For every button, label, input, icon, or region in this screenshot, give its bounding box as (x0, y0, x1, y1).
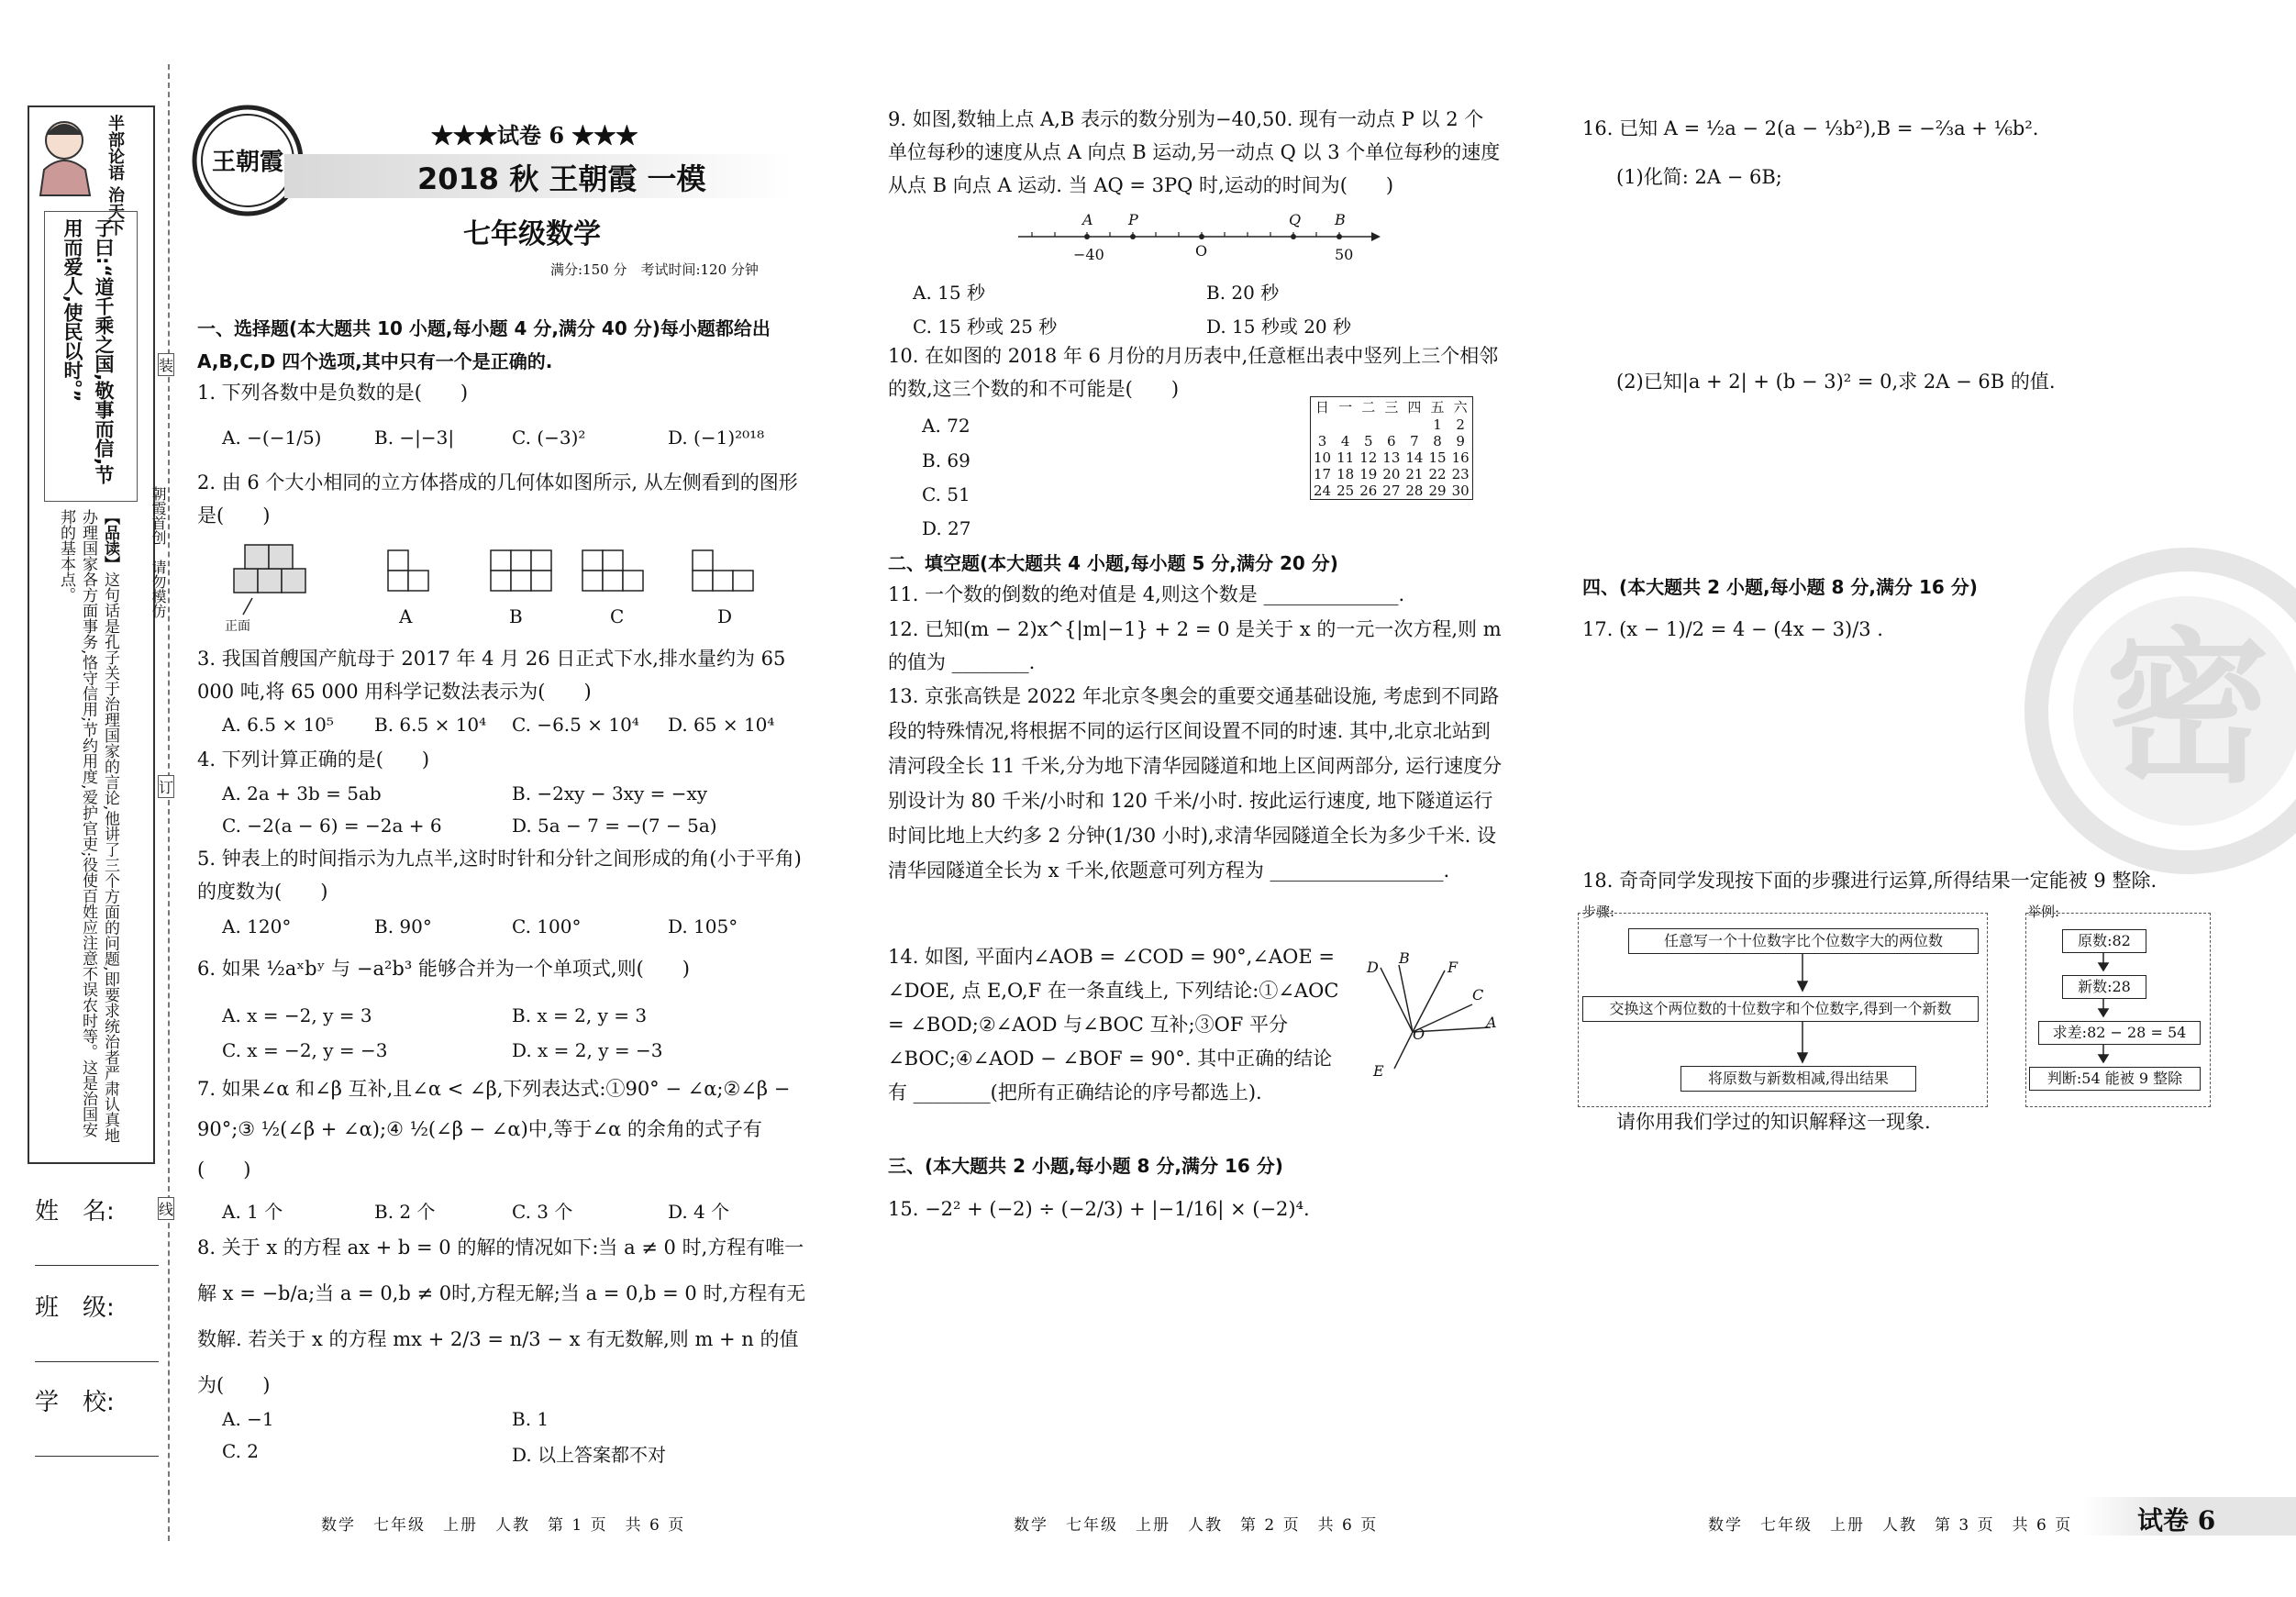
school-label: 学 校: (35, 1389, 115, 1416)
q17: 17. (x − 1)/2 = 4 − (4x − 3)/3 . (1582, 618, 1883, 640)
fig-label-c: C (1472, 986, 1484, 1004)
cal-cell: 21 (1405, 466, 1424, 482)
axis-label-o: O (1195, 242, 1208, 260)
fig-label-b: B (1399, 949, 1410, 967)
sidebar-cartoon (35, 115, 99, 197)
cal-cell (1334, 416, 1357, 433)
q3-opt-d[interactable]: D. 65 × 10⁴ (668, 714, 775, 736)
axis-label-p: P (1128, 211, 1138, 228)
cal-cell: 26 (1359, 482, 1378, 499)
q7-opt-a[interactable]: A. 1 个 (222, 1201, 283, 1223)
q3-opt-b[interactable]: B. 6.5 × 10⁴ (374, 714, 487, 736)
fig-label-f: F (1447, 959, 1459, 976)
q10-calendar (1310, 396, 1473, 500)
sidebar-reading (55, 509, 121, 1151)
cal-cell: 27 (1382, 482, 1401, 499)
q8-opt-c[interactable]: C. 2 (222, 1440, 260, 1462)
cal-cell (1380, 416, 1403, 433)
cal-cell: 29 (1428, 482, 1447, 499)
class-field[interactable] (35, 1289, 159, 1362)
q7-opt-c[interactable]: C. 3 个 (512, 1201, 573, 1223)
banner-line-1: 半部论语 (105, 115, 125, 181)
name-label: 姓 名: (35, 1198, 115, 1225)
axis-value-50: 50 (1335, 246, 1354, 263)
footer-page-3: 数学 七年级 上册 人教 第 3 页 共 6 页 (1708, 1516, 2073, 1535)
class-label: 班 级: (35, 1294, 115, 1322)
q1-opt-a[interactable]: A. −(−1/5) (222, 427, 322, 449)
q2-front-label: 正面 (225, 619, 250, 634)
q2-opt-a[interactable]: A (399, 605, 413, 627)
cal-cell: 7 (1410, 433, 1419, 449)
logo-text: 王朝霞 (211, 149, 284, 176)
cal-cell: 15 (1428, 449, 1447, 466)
cal-cell: 30 (1451, 482, 1470, 499)
cal-cell: 18 (1337, 466, 1355, 482)
q18: 18. 奇奇同学发现按下面的步骤进行运算,所得结果一定能被 9 整除. (1582, 870, 2157, 892)
cal-cell (1403, 416, 1425, 433)
reading-text: 这句话是孔子关于治理国家的言论,他讲了三个方面的问题,即要求统治者严肃认真地办理国家各方面事务,恪守信用;节约用度,爱护官吏;役使百姓应注意不误农时等。这是治国安邦的基本点。 (57, 509, 119, 1143)
cal-cell (1311, 416, 1335, 433)
q1-opt-b[interactable]: B. −|−3| (374, 427, 455, 449)
q1-opt-d[interactable]: D. (−1)²⁰¹⁸ (668, 427, 765, 449)
q4-opt-d[interactable]: D. 5a − 7 = −(7 − 5a) (512, 815, 717, 837)
q6-opt-d[interactable]: D. x = 2, y = −3 (512, 1039, 663, 1061)
calendar-row (1311, 433, 1473, 449)
q6-opt-c[interactable]: C. x = −2, y = −3 (222, 1039, 388, 1061)
binding-mark-3: 线 (158, 1197, 174, 1220)
example-label: 举例: (2027, 904, 2060, 920)
q11: 11. 一个数的倒数的绝对值是 4,则这个数是 ______________. (888, 583, 1405, 605)
q3-opt-c[interactable]: C. −6.5 × 10⁴ (512, 714, 639, 736)
q15: 15. −2² + (−2) ÷ (−2/3) + |−1/16| × (−2)⁴. (888, 1198, 1310, 1220)
cal-cell: 14 (1405, 449, 1424, 466)
q4-opt-c[interactable]: C. −2(a − 6) = −2a + 6 (222, 815, 442, 837)
example-3-box: 求差:82 − 28 = 54 (2038, 1021, 2201, 1045)
q18-tail: 请你用我们学过的知识解释这一现象. (1616, 1111, 1931, 1133)
q3-stem: 3. 我国首艘国产航母于 2017 年 4 月 26 日正式下水,排水量约为 65 000 吨,将 65 000 用科学记数法表示为( ) (197, 648, 786, 703)
q16-part1: (1)化简: 2A − 6B; (1616, 166, 1782, 188)
q8-opt-d[interactable]: D. 以上答案都不对 (512, 1444, 667, 1466)
cal-cell: 11 (1337, 449, 1355, 466)
q8-stem: 8. 关于 x 的方程 ax + b = 0 的解的情况如下:当 a ≠ 0 时,方程有唯一解 x = −b/a;当 a = 0,b ≠ 0时,方程无解;当 a = 0,b = 0 时,方程有无数解. 若关于 x 的方程 mx + 2/3 = n/3 − x 有无数解,则 m + n 的值为( ) (197, 1237, 806, 1396)
cal-cell: 9 (1456, 433, 1465, 449)
cal-cell: 1 (1433, 416, 1442, 433)
section4-heading: 四、(本大题共 2 小题,每小题 8 分,满分 16 分) (1582, 576, 1978, 598)
cal-cell: 16 (1451, 449, 1470, 466)
q8-opt-b[interactable]: B. 1 (512, 1408, 549, 1430)
q2-opt-b[interactable]: B (509, 605, 523, 627)
q16-part2: (2)已知|a + 2| + (b − 3)² = 0,求 2A − 6B 的值. (1616, 371, 2056, 393)
q12: 12. 已知(m − 2)x^{|m|−1} + 2 = 0 是关于 x 的一元一次方程,则 m 的值为 ________. (888, 618, 1502, 673)
cal-head: 二 (1361, 399, 1376, 416)
calendar-row (1311, 449, 1473, 466)
cal-cell: 8 (1433, 433, 1442, 449)
q9-stem: 9. 如图,数轴上点 A,B 表示的数分别为−40,50. 现有一动点 P 以 2 个单位每秒的速度从点 A 向点 B 运动,另一动点 Q 以 3 个单位每秒的速度从点 B 向点 A 运动. 当 AQ = 3PQ 时,运动的时间为( ) (888, 108, 1501, 196)
cal-cell: 19 (1359, 466, 1378, 482)
banner-line-2: 治天下 (105, 186, 125, 237)
steps-label: 步骤: (1582, 904, 1615, 920)
cal-head: 一 (1338, 399, 1353, 416)
cal-cell: 24 (1314, 482, 1332, 499)
q9-opt-a[interactable]: A. 15 秒 (913, 282, 985, 304)
footer-page-1: 数学 七年级 上册 人教 第 1 页 共 6 页 (321, 1516, 686, 1535)
q4-opt-a[interactable]: A. 2a + 3b = 5ab (222, 782, 382, 804)
example-4-box: 判断:54 能被 9 整除 (2029, 1067, 2201, 1091)
cal-cell: 6 (1387, 433, 1396, 449)
cal-cell: 3 (1317, 433, 1327, 449)
sidebar-quote: 子曰:“道千乘之国,敬事而信,节用而爱人,使民以时。” (61, 218, 115, 485)
cartoon-figure-icon (35, 115, 99, 197)
q5-opt-d[interactable]: D. 105° (668, 915, 738, 937)
q14: 14. 如图, 平面内∠AOB = ∠COD = 90°,∠AOE = ∠DOE, 点 E,O,F 在一条直线上, 下列结论:①∠AOC = ∠BOD;②∠AOD 与∠BOC 互补;③OF 平分∠BOC;④∠AOD − ∠BOF = 90°. 其中正确的结论有 ________(把所有正确结论的序号都选上). (888, 946, 1339, 1103)
cal-cell: 5 (1363, 433, 1373, 449)
axis-label-q: Q (1289, 211, 1302, 228)
name-field[interactable] (35, 1192, 159, 1266)
cal-cell: 25 (1337, 482, 1355, 499)
calendar-row (1311, 482, 1473, 500)
q7-opt-d[interactable]: D. 4 个 (668, 1201, 730, 1223)
q16: 16. 已知 A = ½a − 2(a − ⅓b²),B = −⅔a + ⅙b². (1582, 117, 2039, 139)
q2-opt-c[interactable]: C (610, 605, 625, 627)
q6-opt-b[interactable]: B. x = 2, y = 3 (512, 1004, 648, 1026)
q9-opt-b[interactable]: B. 20 秒 (1206, 282, 1280, 304)
watermark-seal (2023, 546, 2296, 876)
q7-stem: 7. 如果∠α 和∠β 互补,且∠α < ∠β,下列表达式:①90° − ∠α;②∠β − 90°;③ ½(∠β + ∠α);④ ½(∠β − ∠α)中,等于∠α 的余角的式子有( ) (197, 1078, 791, 1181)
exam-subject: 七年级数学 (463, 218, 601, 250)
fig-label-a: A (1486, 1014, 1497, 1031)
q10-opt-c[interactable]: C. 51 (922, 483, 971, 505)
cal-cell: 12 (1359, 449, 1378, 466)
sidebar-quote-box (44, 211, 138, 502)
cal-head: 四 (1407, 399, 1422, 416)
section1-heading: 一、选择题(本大题共 10 小题,每小题 4 分,满分 40 分)每小题都给出 A,B,C,D 四个选项,其中只有一个是正确的. (197, 317, 771, 372)
calendar-row (1311, 416, 1473, 433)
q13: 13. 京张高铁是 2022 年北京冬奥会的重要交通基础设施, 考虑到不同路段的特殊情况,将根据不同的运行区间设置不同的时速. 其中,北京北站到清河段全长 11 千米,分为地下清华园隧道和地上区间两部分, 运行速度分别设计为 80 千米/小时和 120 千米/小时. 按此运行速度, 地下隧道运行时间比地上大约多 2 分钟(1/30 小时),求清华园隧道全长为多少千米. 设清华园隧道全长为 x 千米,依题意可列方程为 __________________. (888, 685, 1503, 882)
axis-label-a: A (1082, 211, 1093, 228)
q9-opt-d[interactable]: D. 15 秒或 20 秒 (1206, 316, 1352, 338)
q9-opt-c[interactable]: C. 15 秒或 25 秒 (913, 316, 1058, 338)
q10-opt-d[interactable]: D. 27 (922, 517, 971, 539)
step-1-box: 任意写一个十位数字比个位数字大的两位数 (1628, 928, 1979, 954)
fig-label-d: D (1367, 959, 1379, 976)
section2-heading: 二、填空题(本大题共 4 小题,每小题 5 分,满分 20 分) (888, 552, 1338, 574)
q4-opt-b[interactable]: B. −2xy − 3xy = −xy (512, 782, 708, 804)
cal-cell: 2 (1456, 416, 1465, 433)
q1-opt-c[interactable]: C. (−3)² (512, 427, 586, 449)
school-field[interactable] (35, 1383, 159, 1457)
cal-head: 三 (1384, 399, 1399, 416)
cal-cell: 13 (1382, 449, 1401, 466)
exam-title: 2018 秋 王朝霞 一模 (417, 161, 706, 196)
q6-stem: 6. 如果 ½aˣbʸ 与 −a²b³ 能够合并为一个单项式,则( ) (197, 958, 690, 980)
cal-cell: 28 (1405, 482, 1424, 499)
q8-opt-a[interactable]: A. −1 (222, 1408, 274, 1430)
example-2-box: 新数:28 (2062, 975, 2146, 999)
cal-cell: 4 (1340, 433, 1350, 449)
cal-head: 六 (1453, 399, 1468, 416)
cal-cell: 17 (1314, 466, 1332, 482)
calendar-row (1311, 466, 1473, 482)
q3-opt-a[interactable]: A. 6.5 × 10⁵ (222, 714, 334, 736)
reading-title: 【品读】 (101, 509, 119, 571)
cal-cell: 22 (1428, 466, 1447, 482)
q5-opt-c[interactable]: C. 100° (512, 915, 582, 937)
q6-opt-a[interactable]: A. x = −2, y = 3 (222, 1004, 372, 1026)
q4-stem: 4. 下列计算正确的是( ) (197, 749, 430, 771)
q2-opt-d[interactable]: D (717, 605, 733, 627)
binding-mark-2: 订 (158, 775, 174, 798)
watermark-char: 密 (2104, 614, 2271, 805)
cal-head: 五 (1430, 399, 1445, 416)
cal-cell (1357, 416, 1380, 433)
cal-cell: 23 (1451, 466, 1470, 482)
q2-stem: 2. 由 6 个大小相同的立方体搭成的几何体如图所示, 从左侧看到的图形是( ) (197, 471, 798, 527)
axis-label-b: B (1335, 211, 1346, 228)
q10-opt-b[interactable]: B. 69 (922, 449, 971, 471)
cal-cell: 20 (1382, 466, 1401, 482)
fig-label-e: E (1373, 1062, 1384, 1080)
stars-label: ★★★试卷 6 ★★★ (431, 122, 638, 149)
q1-stem: 1. 下列各数中是负数的是( ) (197, 382, 469, 404)
calendar-header-row (1311, 397, 1473, 417)
axis-value-minus40: −40 (1073, 246, 1104, 263)
q5-opt-a[interactable]: A. 120° (222, 915, 292, 937)
q10-opt-a[interactable]: A. 72 (922, 415, 971, 437)
q10-stem: 10. 在如图的 2018 年 6 月份的月历表中,任意框出表中竖列上三个相邻的数,这三个数的和不可能是( ) (888, 345, 1499, 400)
exam-info: 满分:150 分 考试时间:120 分钟 (550, 261, 759, 278)
cal-head: 日 (1315, 399, 1330, 416)
cal-cell: 10 (1314, 449, 1332, 466)
q5-stem: 5. 钟表上的时间指示为九点半,这时时针和分针之间形成的角(小于平角)的度数为( ) (197, 848, 802, 903)
footer-page-2: 数学 七年级 上册 人教 第 2 页 共 6 页 (1014, 1516, 1379, 1535)
section3-heading: 三、(本大题共 2 小题,每小题 8 分,满分 16 分) (888, 1155, 1283, 1177)
step-2-box: 交换这个两位数的十位数字和个位数字,得到一个新数 (1582, 996, 1979, 1022)
binding-notice: 朝霞首创 请勿模仿 (150, 486, 167, 618)
watermark-icon (2023, 546, 2296, 876)
step-3-box: 将原数与新数相减,得出结果 (1680, 1066, 1916, 1092)
binding-mark-1: 装 (158, 353, 174, 376)
example-1-box: 原数:82 (2062, 929, 2146, 953)
q5-opt-b[interactable]: B. 90° (374, 915, 432, 937)
q7-opt-b[interactable]: B. 2 个 (374, 1201, 436, 1223)
footer-badge: 试卷 6 (2137, 1505, 2216, 1536)
fig-label-o: O (1413, 1026, 1425, 1043)
binding-line (168, 64, 170, 1541)
